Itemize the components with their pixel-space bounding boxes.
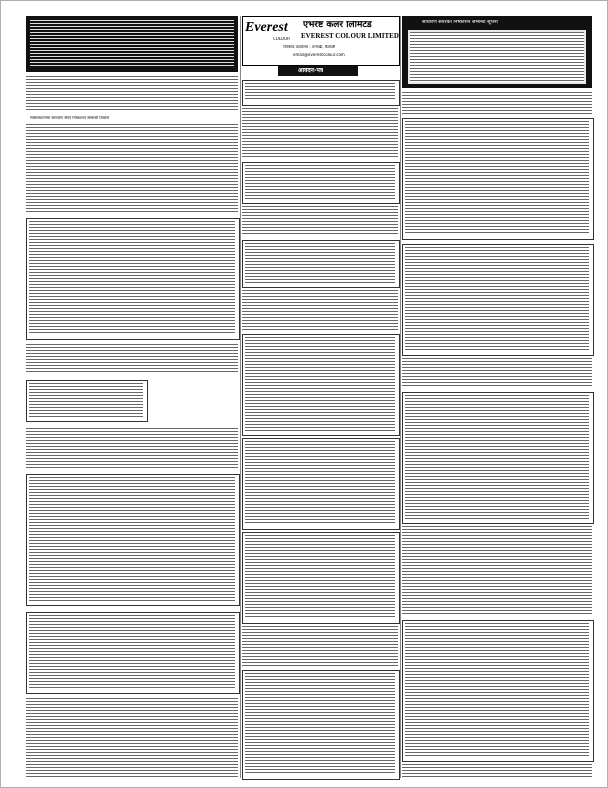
left-intro-text — [26, 76, 238, 112]
left-third-table — [26, 474, 240, 606]
newspaper-sheet — [10, 8, 598, 780]
company-name-en: EVEREST COLOUR LIMITED — [301, 33, 399, 40]
application-title: आवेदन-पत्र — [298, 68, 324, 74]
company-address: रजिस्टर्ड कार्यालय : धनगढी, कैलाली — [283, 45, 336, 49]
right-table-3 — [402, 392, 594, 524]
center-top-table — [242, 80, 400, 106]
right-top-title: साधारण सेयरको निष्काशन सम्बन्धी सूचना — [422, 20, 498, 25]
company-logo: Everest — [245, 21, 288, 35]
left-heading: सर्वसाधारणमा साधारण सेयर निष्काशन सम्बन्धी विवरण — [30, 116, 110, 120]
company-contact: email@everestcolour.com — [293, 53, 345, 57]
center-table-2 — [242, 162, 400, 204]
company-name-np: एभरेष्ट कलर लिमिटेड — [303, 21, 372, 30]
left-main-table — [26, 218, 240, 340]
center-table-3 — [242, 240, 400, 288]
company-logo-sub: COLOUR — [273, 37, 290, 41]
right-table-4 — [402, 620, 594, 762]
center-table-5 — [242, 438, 400, 530]
right-table-2 — [402, 244, 594, 356]
company-header — [242, 16, 400, 66]
center-table-4 — [242, 334, 400, 436]
column-divider-2 — [400, 16, 401, 778]
left-top-notice-box — [26, 16, 238, 72]
right-table-1 — [402, 118, 594, 240]
right-top-notice-box — [402, 16, 592, 88]
application-title-bar — [278, 66, 358, 76]
left-fourth-table — [26, 612, 240, 694]
column-divider-1 — [240, 16, 241, 778]
center-table-7 — [242, 670, 400, 780]
center-table-6 — [242, 532, 400, 624]
left-second-table — [26, 380, 148, 422]
